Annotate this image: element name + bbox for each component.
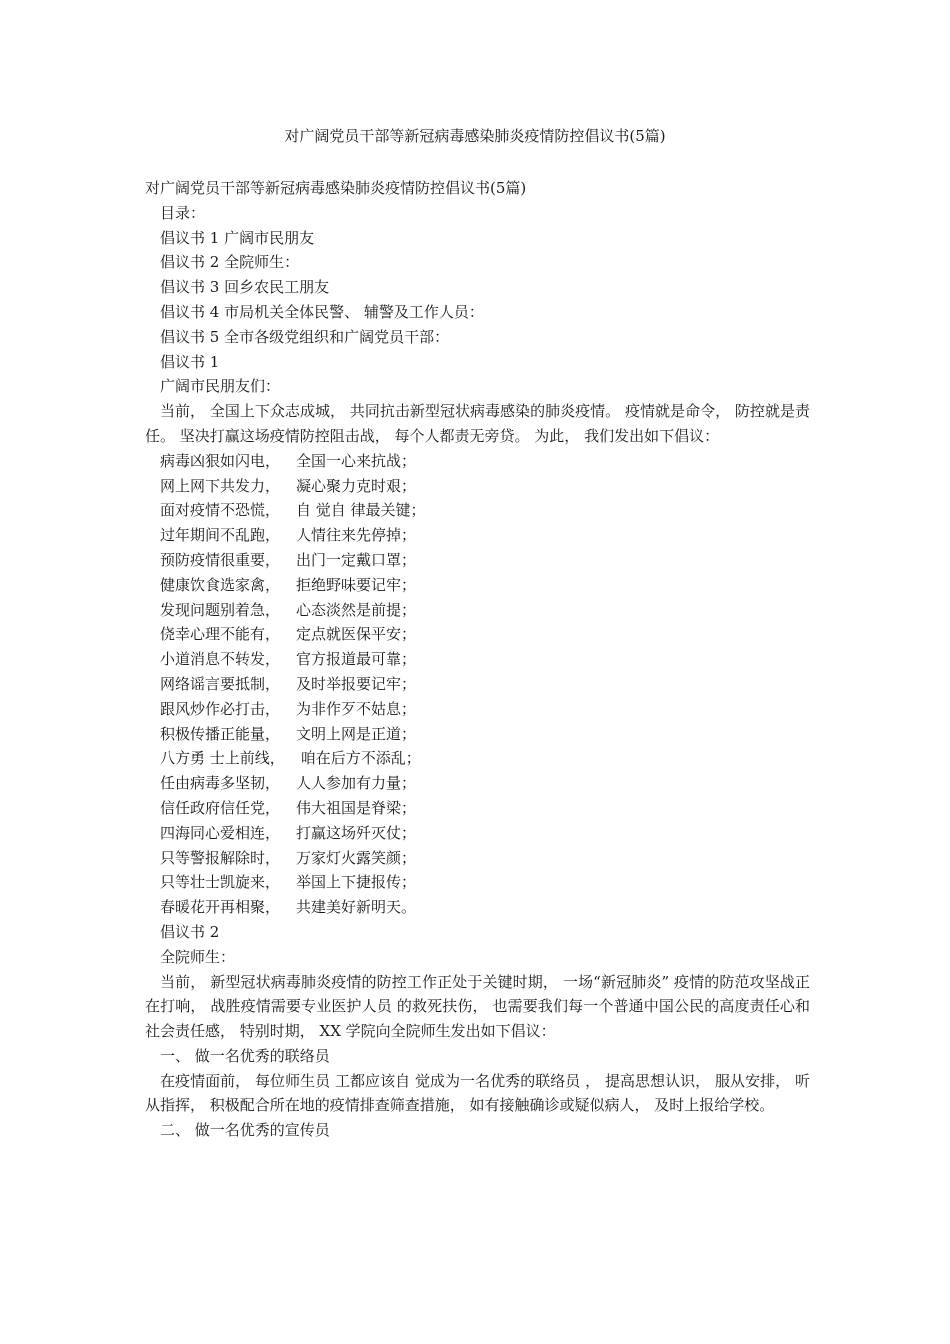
verse-line: [145, 796, 810, 821]
document-body: [145, 176, 810, 1143]
verse-line: [145, 449, 810, 474]
verse-second-half: 凝心聚力克时艰；: [296, 476, 417, 495]
verse-line: [145, 895, 810, 920]
verse-first-half: 发现问题别着急，: [160, 600, 281, 619]
verse-line: [145, 771, 810, 796]
subtitle: 对广阔党员干部等新冠病毒感染肺炎疫情防控倡议书(5篇): [145, 179, 527, 197]
verse-first-half: 积极传播正能量，: [160, 724, 281, 743]
verse-second-half: 文明上网是正道；: [296, 724, 417, 743]
verse-line: [145, 722, 810, 747]
verse-second-half: 万家灯火露笑颜；: [296, 848, 417, 867]
letter2-intro: 当前， 新型冠状病毒肺炎疫情的防控工作正处于关键时期， 一场“新冠肺炎” 疫情的防范攻坚战正在打响， 战胜疫情需要专业医护人员 的救死扶伤， 也需要我们每一个普通中国公民的高度责任心和社会责任感， 特别时期， XX 学院向全院师生发出如下倡议：: [145, 972, 810, 1041]
verse-first-half: 八方勇 士上前线，: [160, 749, 285, 768]
verse-first-half: 网上网下共发力，: [160, 476, 281, 495]
verse-first-half: 侥幸心理不能有，: [160, 625, 281, 644]
verse-line: [145, 548, 810, 573]
section-body: 在疫情面前， 每位师生员 工都应该自 觉成为一名优秀的联络员 ， 提高思想认识， 服从安排， 听从指挥， 积极配合所在地的疫情排查筛查措施， 如有接触确诊或疑似病人， 及时上报给学校。: [145, 1071, 810, 1115]
verse-first-half: 预防疫情很重要，: [160, 550, 281, 569]
verse-second-half: 打赢这场歼灭仗；: [296, 823, 417, 842]
section-title: 二、 做一名优秀的宣传员: [160, 1121, 330, 1140]
verse-line: [145, 474, 810, 499]
letter1-intro: 当前， 全国上下众志成城， 共同抗击新型冠状病毒感染的肺炎疫情。 疫情就是命令， 防控就是责任。 坚决打赢这场疫情防控阻击战， 每个人都责无旁贷。 为此， 我们发出如下倡议：: [145, 402, 810, 445]
verse-first-half: 四海同心爱相连，: [160, 823, 281, 842]
verse-second-half: 及时举报要记牢；: [296, 674, 417, 693]
verse-second-half: 共建美好新明天。: [296, 898, 417, 917]
section-title: 一、 做一名优秀的联络员: [160, 1046, 330, 1065]
verse-line: [145, 598, 810, 623]
toc-heading: 目录：: [160, 203, 206, 222]
verse-first-half: 小道消息不转发，: [160, 650, 281, 669]
verse-line: [145, 523, 810, 548]
verse-second-half: 自 觉自 律最关键；: [296, 501, 426, 520]
verse-line: [145, 821, 810, 846]
toc-item: 倡议书 3 回乡农民工朋友: [160, 278, 330, 297]
verse-second-half: 拒绝野味要记牢；: [296, 575, 417, 594]
verse-second-half: 心态淡然是前提；: [296, 600, 417, 619]
verse-line: [145, 697, 810, 722]
verse-first-half: 信任政府信任党，: [160, 798, 281, 817]
document-title: 对广阔党员干部等新冠病毒感染肺炎疫情防控倡议书(5篇): [284, 127, 666, 145]
verse-line: [145, 870, 810, 895]
verse-second-half: 全国一心来抗战；: [296, 451, 417, 470]
verse-first-half: 只等警报解除时，: [160, 848, 281, 867]
verse-line: [145, 672, 810, 697]
toc-item: 倡议书 1 广阔市民朋友: [160, 228, 315, 247]
verse-first-half: 病毒凶狠如闪电，: [160, 451, 281, 470]
verse-second-half: 人情往来先停掉；: [296, 526, 417, 545]
verse-line: [145, 846, 810, 871]
verse-second-half: 官方报道最可靠；: [296, 650, 417, 669]
verse-first-half: 健康饮食选家禽，: [160, 575, 281, 594]
verse-second-half: 伟大祖国是脊梁；: [296, 798, 417, 817]
verse-first-half: 只等壮士凯旋来，: [160, 873, 281, 892]
toc-item: 倡议书 2 全院师生：: [160, 253, 300, 272]
letter1-heading: 倡议书 1: [160, 352, 220, 371]
verse-second-half: 人人参加有力量；: [296, 774, 417, 793]
toc-item: 倡议书 5 全市各级党组织和广阔党员干部：: [160, 327, 450, 346]
verse-second-half: 举国上下捷报传；: [296, 873, 417, 892]
verse-line: [145, 498, 810, 523]
verse-second-half: 出门一定戴口罩；: [296, 550, 417, 569]
verse-second-half: 咱在后方不添乱；: [296, 749, 421, 768]
verse-line: [145, 746, 810, 771]
letter2-heading: 倡议书 2: [160, 922, 220, 941]
letter2-salutation: 全院师生：: [160, 947, 236, 966]
verse-line: [145, 622, 810, 647]
verse-second-half: 为非作歹不姑息；: [296, 699, 417, 718]
verse-line: [145, 573, 810, 598]
verse-first-half: 面对疫情不恐慌，: [160, 501, 281, 520]
verse-first-half: 任由病毒多坚韧，: [160, 774, 281, 793]
verse-first-half: 跟风炒作必打击，: [160, 699, 281, 718]
verse-first-half: 春暖花开再相聚，: [160, 898, 281, 917]
verse-second-half: 定点就医保平安；: [296, 625, 417, 644]
verse-first-half: 网络谣言要抵制，: [160, 674, 281, 693]
toc-item: 倡议书 4 市局机关全体民警、 辅警及工作人员：: [160, 302, 484, 321]
letter1-salutation: 广阔市民朋友们：: [160, 377, 281, 396]
verse-line: [145, 647, 810, 672]
verse-first-half: 过年期间不乱跑，: [160, 526, 281, 545]
